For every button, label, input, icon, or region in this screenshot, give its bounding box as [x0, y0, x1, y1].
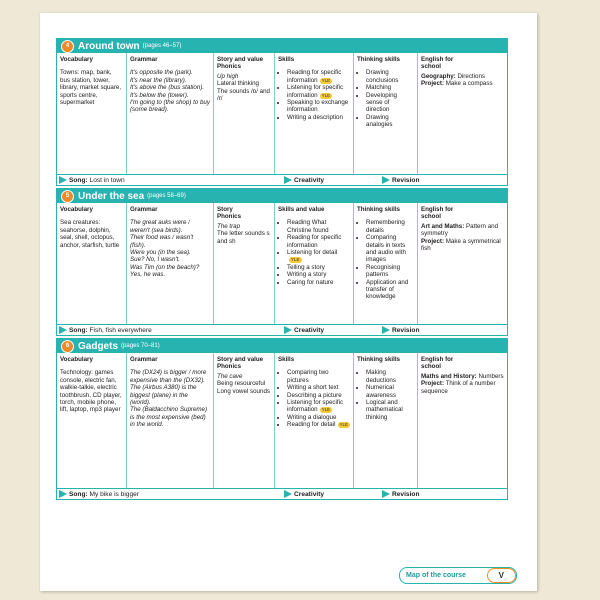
phonics-text: Long vowel sounds [217, 387, 270, 395]
col-header: English for school [421, 356, 454, 371]
story-title: Up high [217, 72, 239, 80]
yle-badge: YLE [339, 422, 349, 428]
english-label: Maths and History: [421, 372, 477, 380]
triangle-icon [284, 176, 292, 184]
unit-5-footer-bar: Song: Fish, fish everywhere Creativity Revision [57, 324, 507, 335]
triangle-icon [59, 326, 67, 334]
unit-6-table [56, 338, 508, 500]
story-title: The cave [217, 372, 243, 380]
grammar-col [127, 53, 214, 174]
col-header: Vocabulary [60, 56, 93, 63]
project-text: Make a compass [445, 80, 493, 88]
col-header: English for school [421, 206, 454, 221]
skill-item: • Reading for detail YLE [287, 421, 350, 428]
unit-title: Around town [78, 40, 140, 52]
skill-item: • Reading What Christine found [287, 219, 350, 234]
unit-title: Under the sea [78, 190, 145, 202]
skill-item: • Reading for specific information [287, 234, 350, 249]
skill-item: • Listening for specific information YLE [287, 399, 350, 414]
grammar-text: It's opposite the (park). It's near the (library). It's above the (bus station). It's below the (tower). I'm going to (the shop) to buy (some bread). [130, 69, 210, 114]
unit-6-footer-bar: Song: My bike is bigger Creativity Revision [57, 488, 507, 499]
thinking-item: • Logical and mathematical thinking [366, 399, 414, 421]
thinking-item: • Developing sense of direction [366, 92, 414, 114]
col-header: Skills [278, 56, 295, 63]
thinking-item: • Application and transfer of knowledge [366, 279, 414, 301]
yle-badge: YLE [321, 77, 331, 83]
map-of-course-tab [399, 567, 517, 584]
col-header: Vocabulary [60, 206, 93, 213]
skill-item: • Reading for specific information YLE [287, 69, 350, 84]
revision-label: Revision [382, 490, 419, 498]
triangle-icon [382, 176, 390, 184]
unit-4-header [57, 39, 507, 53]
english-text: Numbers [478, 372, 504, 380]
english-col [418, 203, 507, 324]
triangle-icon [59, 176, 67, 184]
triangle-icon [382, 326, 390, 334]
project-text: Think of a number sequence [421, 380, 496, 395]
col-header: Vocabulary [60, 356, 93, 363]
thinking-item: • Making deductions [366, 369, 414, 384]
story-col [214, 203, 275, 324]
thinking-col [354, 53, 418, 174]
vocabulary-col [57, 203, 127, 324]
creativity-label: Creativity [284, 176, 324, 184]
english-label: Geography: [421, 72, 456, 80]
triangle-icon [59, 490, 67, 498]
skill-item: • Writing a short text [287, 384, 350, 391]
thinking-item: • Recognising patterns [366, 264, 414, 279]
grammar-col [127, 203, 214, 324]
project-label: Project: [421, 80, 445, 88]
skill-item: • Writing a dialogue [287, 414, 350, 421]
thinking-item: • Matching [366, 84, 414, 91]
thinking-item: • Numerical awareness [366, 384, 414, 399]
col-header: Grammar [130, 56, 158, 63]
triangle-icon [284, 326, 292, 334]
skill-item: • Listening for specific information YLE [287, 84, 350, 99]
col-header: Skills and value [278, 206, 325, 213]
unit-number-badge: 6 [61, 340, 74, 353]
skills-col [275, 203, 354, 324]
skill-item: • Speaking to exchange information [287, 99, 350, 114]
col-header: Grammar [130, 356, 158, 363]
skill-item: • Telling a story [287, 264, 350, 271]
col-header: Story Phonics [217, 206, 242, 221]
phonics-text: The sounds /ɒ/ and /r/ [217, 87, 270, 103]
skill-item: • Describing a picture [287, 392, 350, 399]
song-title: Lost in town [89, 176, 125, 184]
triangle-icon [284, 490, 292, 498]
vocabulary-col [57, 53, 127, 174]
yle-badge: YLE [321, 92, 331, 98]
vocabulary-text: Towns: map, bank, bus station, tower, library, market square, sports centre, supermarket [60, 69, 122, 107]
unit-5-header [57, 189, 507, 203]
yle-badge: YLE [291, 257, 300, 263]
unit-5-table [56, 188, 508, 336]
unit-4-footer-bar: Song: Lost in town Creativity Revision [57, 174, 507, 185]
col-header: English for school [421, 56, 454, 71]
unit-number-badge: 4 [61, 40, 74, 53]
grammar-text: The (DX24) is bigger / more expensive than the (DX32). The (Airbus A380) is the biggest (plane) in the (world). The (Baldacchino Supreme) is the most expensive (bed) in the world. [130, 369, 208, 429]
skill-item: • Writing a story [287, 271, 350, 278]
triangle-icon [382, 490, 390, 498]
story-title: The trap [217, 222, 241, 230]
english-text: Directions [457, 72, 485, 80]
skill-item: • Listening for detailYLE [287, 249, 350, 264]
yle-badge: YLE [321, 407, 331, 413]
skills-col [275, 53, 354, 174]
story-col [214, 53, 275, 174]
col-header: Story and value Phonics [217, 56, 264, 71]
song-title: My bike is bigger [89, 490, 140, 498]
creativity-label: Creativity [284, 490, 324, 498]
song-title: Fish, fish everywhere [89, 326, 152, 334]
col-header: Thinking skills [357, 56, 400, 63]
vocabulary-text: Technology: games console, electric fan, walkie-talkie, electric toothbrush, CD player, torch, mobile phone, lift, laptop, mp3 player [60, 369, 122, 414]
col-header: Grammar [130, 206, 158, 213]
col-header: Thinking skills [357, 206, 400, 213]
page-number: V [487, 568, 517, 583]
unit-pages: (pages 70–81) [121, 343, 160, 349]
thinking-col [354, 353, 418, 488]
col-header: Thinking skills [357, 356, 400, 363]
english-text: Pattern and symmetry [421, 222, 499, 238]
vocabulary-col [57, 353, 127, 488]
story-value: Lateral thinking [217, 80, 259, 88]
vocabulary-text: Sea creatures: seahorse, dolphin, seal, shell, octopus, anchor, starfish, turtle [60, 219, 120, 249]
english-col [418, 353, 507, 488]
phonics-text: The letter sounds s and sh [217, 230, 270, 245]
col-header: Story and value Phonics [217, 356, 264, 371]
skill-item: • Comparing two pictures [287, 369, 350, 384]
project-label: Project: [421, 380, 445, 388]
thinking-item: • Remembering details [366, 219, 414, 234]
thinking-col [354, 203, 418, 324]
unit-6-header [57, 339, 507, 353]
unit-title: Gadgets [78, 340, 119, 352]
creativity-label: Creativity [284, 326, 324, 334]
revision-label: Revision [382, 326, 419, 334]
english-label: Art and Maths: [421, 222, 465, 230]
revision-label: Revision [382, 176, 419, 184]
unit-pages: (pages 58–69) [147, 193, 186, 199]
project-label: Project: [421, 237, 445, 245]
grammar-col [127, 353, 214, 488]
unit-pages: (pages 46–57) [142, 43, 182, 49]
unit-number-badge: 5 [61, 190, 74, 203]
thinking-item: • Comparing details in texts and audio with images [366, 234, 414, 264]
thinking-item: • Drawing conclusions [366, 69, 414, 84]
skills-col [275, 353, 354, 488]
story-col [214, 353, 275, 488]
unit-4-table [56, 38, 508, 186]
grammar-text: The great auks were / weren't (sea birds). Their food was / wasn't (fish). Were you (in the sea). Sue? No, I wasn't. Was Tim (on the beach)? Yes, he was. [130, 219, 200, 279]
skill-item: • Caring for nature [287, 279, 350, 286]
project-text: Make a symmetrical fish [421, 237, 501, 253]
skill-item: • Writing a description [287, 114, 350, 121]
col-header: Skills [278, 356, 295, 363]
story-value: Being resourceful [217, 380, 266, 388]
english-col [418, 53, 507, 174]
thinking-item: • Drawing analogies [366, 114, 414, 129]
map-of-course-label: Map of the course [406, 572, 466, 579]
